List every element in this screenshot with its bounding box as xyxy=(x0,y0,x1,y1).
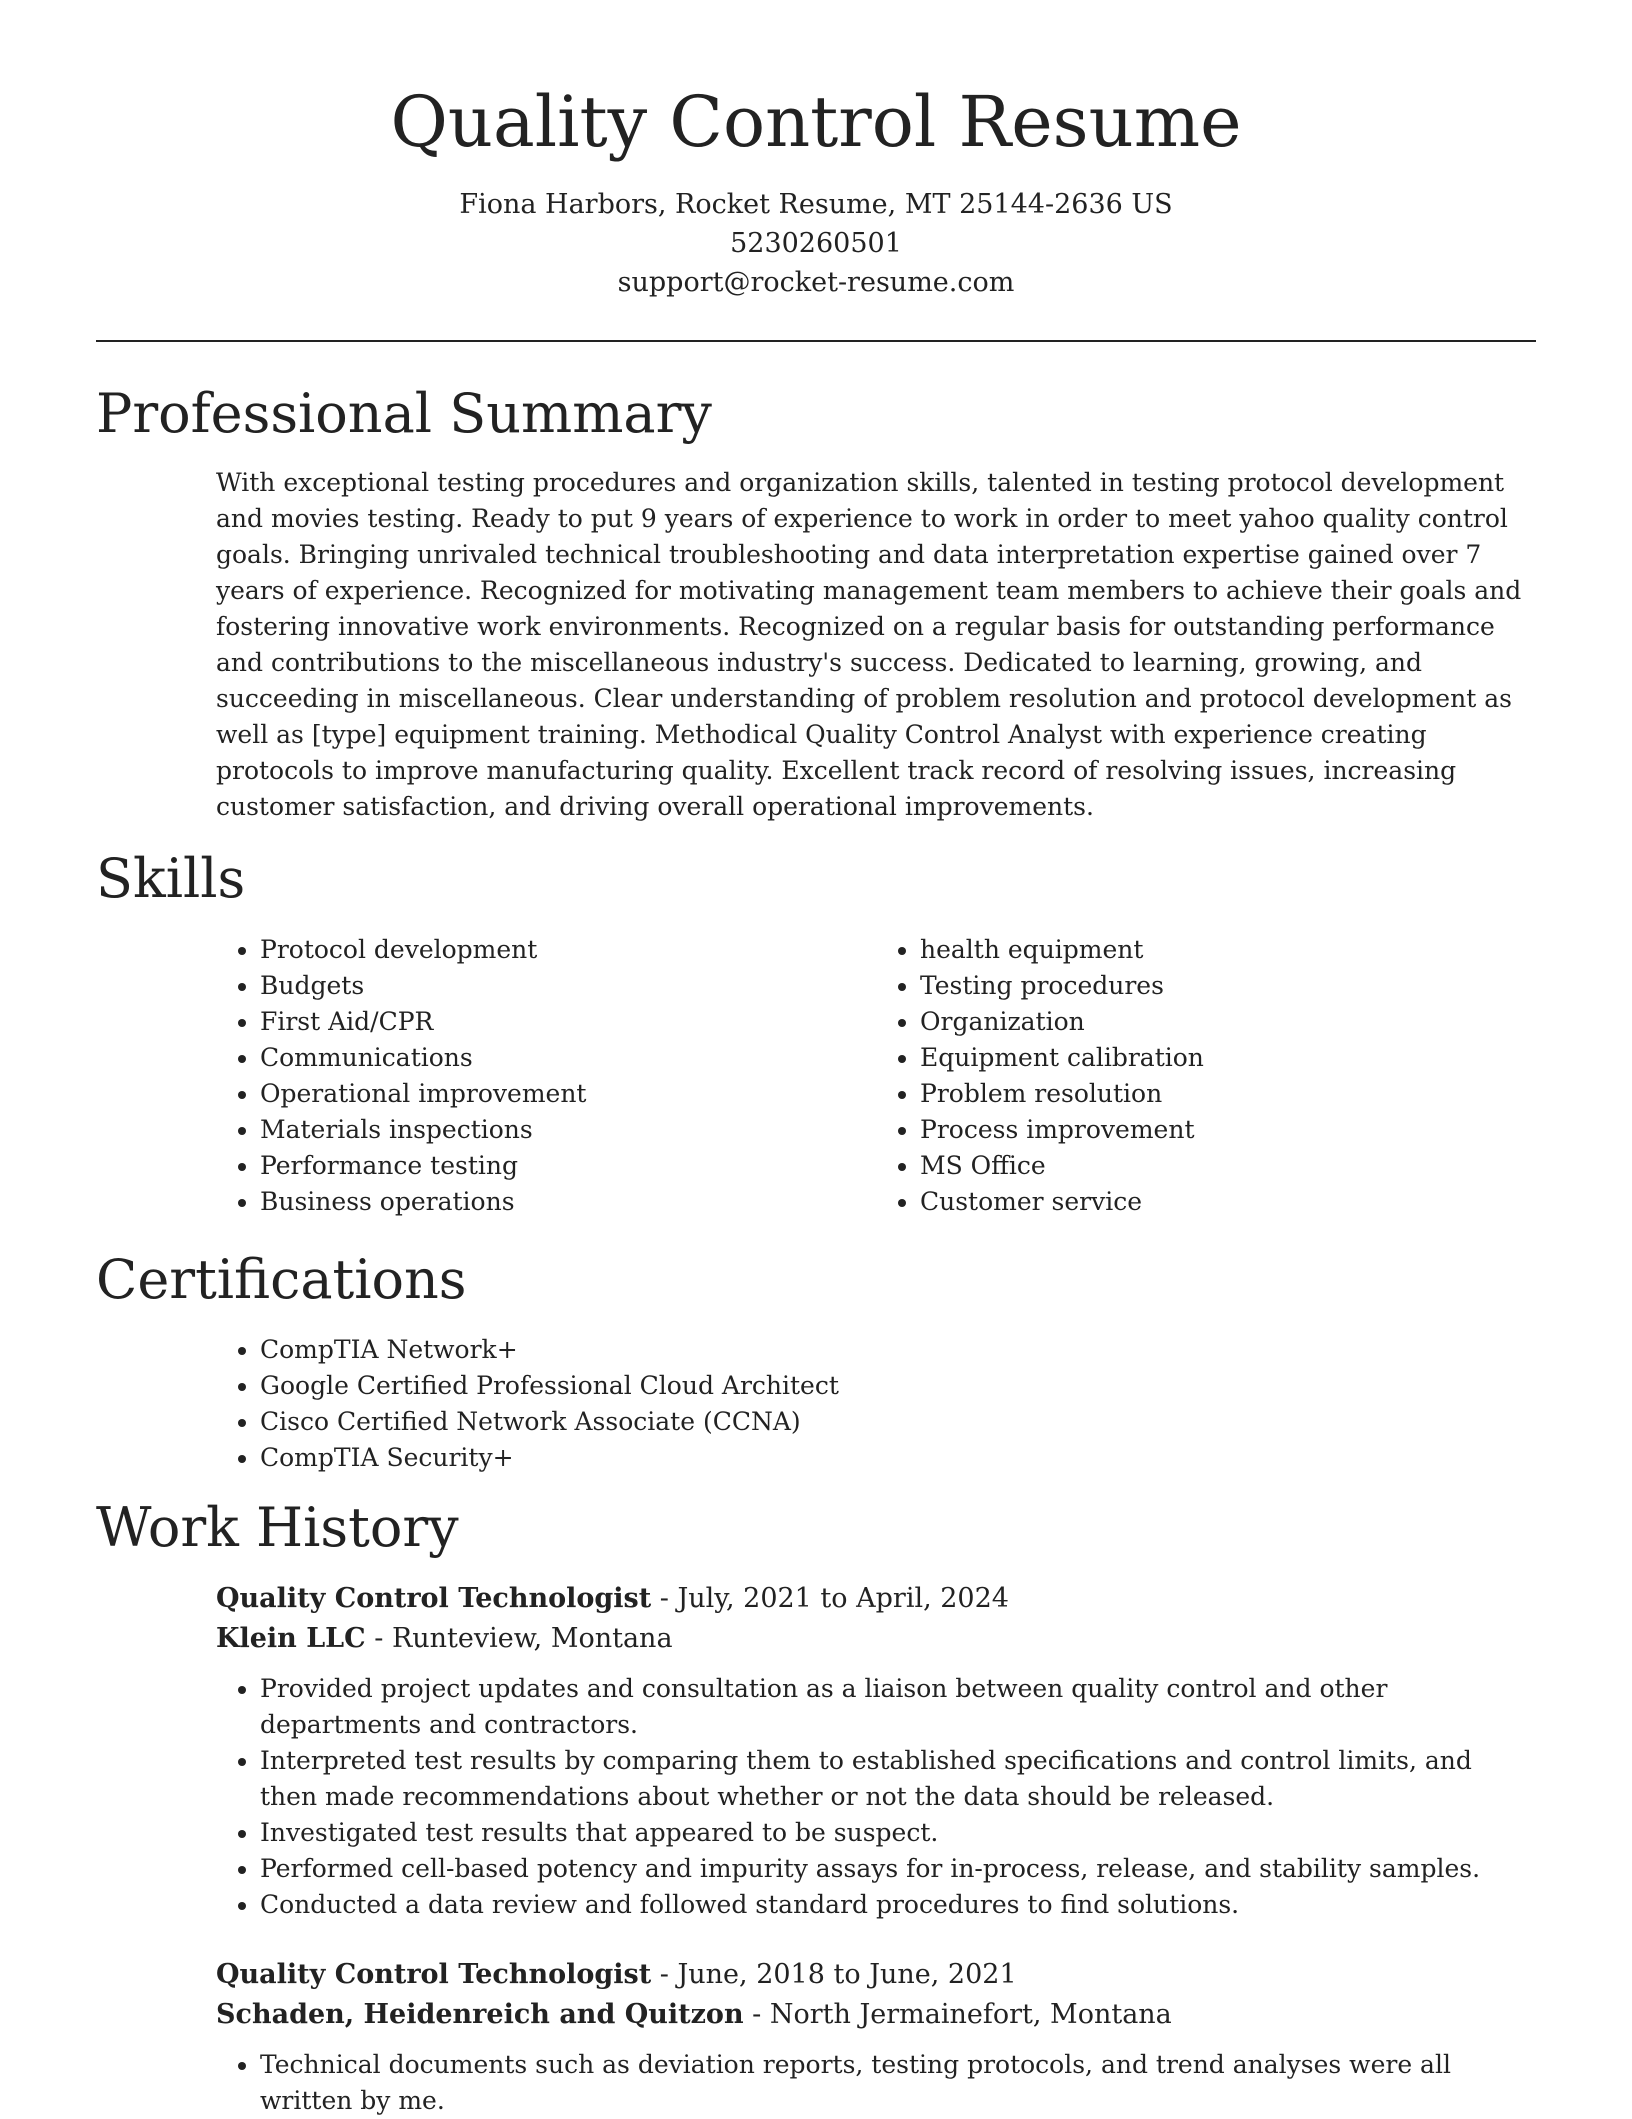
job-company: Schaden, Heidenreich and Quitzon xyxy=(216,1999,744,2031)
resume-title: Quality Control Resume xyxy=(390,81,1242,163)
responsibility-item: • Interpreted test results by comparing them to established specifications and control limits, and then made recommendations about whether or not the data should be released. xyxy=(260,1743,1536,1815)
skill-item: • Business operations xyxy=(260,1184,876,1220)
certification-item: • CompTIA Network+ xyxy=(260,1332,1536,1368)
skills-grid xyxy=(216,932,1536,1220)
contact-address: Fiona Harbors, Rocket Resume, MT 25144-2636 US xyxy=(459,189,1173,220)
responsibility-item: • Conducted a data review and followed standard procedures to find solutions. xyxy=(260,1887,1536,1923)
job-location: - Runteview, Montana xyxy=(365,1623,673,1655)
skill-item: • Communications xyxy=(260,1040,876,1076)
job-dates: - June, 2018 to June, 2021 xyxy=(651,1959,1017,1991)
certification-item: • Cisco Certified Network Associate (CCNA) xyxy=(260,1404,1536,1440)
job-title-line xyxy=(216,1955,1536,1995)
skills-heading: Skills xyxy=(96,846,246,910)
job-responsibilities xyxy=(216,1671,1536,1923)
certification-item: • CompTIA Security+ xyxy=(260,1440,1536,1476)
job-company-line xyxy=(216,1619,1536,1659)
resume-header xyxy=(96,0,1536,302)
skill-item: • First Aid/CPR xyxy=(260,1004,876,1040)
skill-item: • Protocol development xyxy=(260,932,876,968)
skill-item: • Customer service xyxy=(920,1184,1536,1220)
responsibility-item: • Performed cell-based potency and impurity assays for in-process, release, and stability samples. xyxy=(260,1851,1536,1887)
certification-item: • Google Certified Professional Cloud Architect xyxy=(260,1368,1536,1404)
job-responsibilities xyxy=(216,2047,1536,2119)
job-entry xyxy=(216,1955,1536,2119)
job-company: Klein LLC xyxy=(216,1623,366,1655)
job-title: Quality Control Technologist xyxy=(216,1583,652,1615)
certifications-list xyxy=(216,1332,1536,1476)
summary-heading: Professional Summary xyxy=(96,382,712,445)
job-entry xyxy=(216,1579,1536,1923)
contact-phone: 5230260501 xyxy=(730,228,902,259)
skills-list-right xyxy=(876,932,1536,1220)
skill-item: • Performance testing xyxy=(260,1148,876,1184)
contact-email: support@rocket-resume.com xyxy=(617,267,1015,298)
skill-item: • Process improvement xyxy=(920,1112,1536,1148)
responsibility-item: • Investigated test results that appeared to be suspect. xyxy=(260,1815,1536,1851)
responsibility-item: • Technical documents such as deviation reports, testing protocols, and trend analyses were all written by me. xyxy=(260,2047,1536,2119)
skill-item: • Operational improvement xyxy=(260,1076,876,1112)
skill-item: • Testing procedures xyxy=(920,968,1536,1004)
skill-item: • health equipment xyxy=(920,932,1536,968)
skill-item: • Problem resolution xyxy=(920,1076,1536,1112)
job-title-line xyxy=(216,1579,1536,1619)
summary-text: With exceptional testing procedures and organization skills, talented in testing protocol development and movies testing. Ready to put 9 years of experience to work in order to meet yahoo quality control goals. Bringing unrivaled technical troubleshooting and data interpretation expertise gained over 7 years of experience. Recognized for motivating management team members to achieve their goals and fostering innovative work environments. Recognized on a regular basis for outstanding performance and contributions to the miscellaneous industry's success. Dedicated to learning, growing, and succeeding in miscellaneous. Clear understanding of problem resolution and protocol development as well as [type] equipment training. Methodical Quality Control Analyst with experience creating protocols to improve manufacturing quality. Excellent track record of resolving issues, increasing customer satisfaction, and driving overall operational improvements. xyxy=(216,467,1522,821)
responsibility-item: • Provided project updates and consultation as a liaison between quality control and other departments and contractors. xyxy=(260,1671,1536,1743)
job-dates: - July, 2021 to April, 2024 xyxy=(651,1583,1009,1615)
job-title: Quality Control Technologist xyxy=(216,1959,652,1991)
job-company-line xyxy=(216,1995,1536,2035)
skill-item: • Budgets xyxy=(260,968,876,1004)
work-history-heading: Work History xyxy=(96,1496,459,1560)
certifications-heading: Certifications xyxy=(96,1247,467,1311)
skills-list-left xyxy=(216,932,876,1220)
header-divider xyxy=(96,340,1536,342)
skill-item: • MS Office xyxy=(920,1148,1536,1184)
job-location: - North Jermainefort, Montana xyxy=(743,1999,1172,2031)
skill-item: • Equipment calibration xyxy=(920,1040,1536,1076)
skill-item: • Materials inspections xyxy=(260,1112,876,1148)
skill-item: • Organization xyxy=(920,1004,1536,1040)
